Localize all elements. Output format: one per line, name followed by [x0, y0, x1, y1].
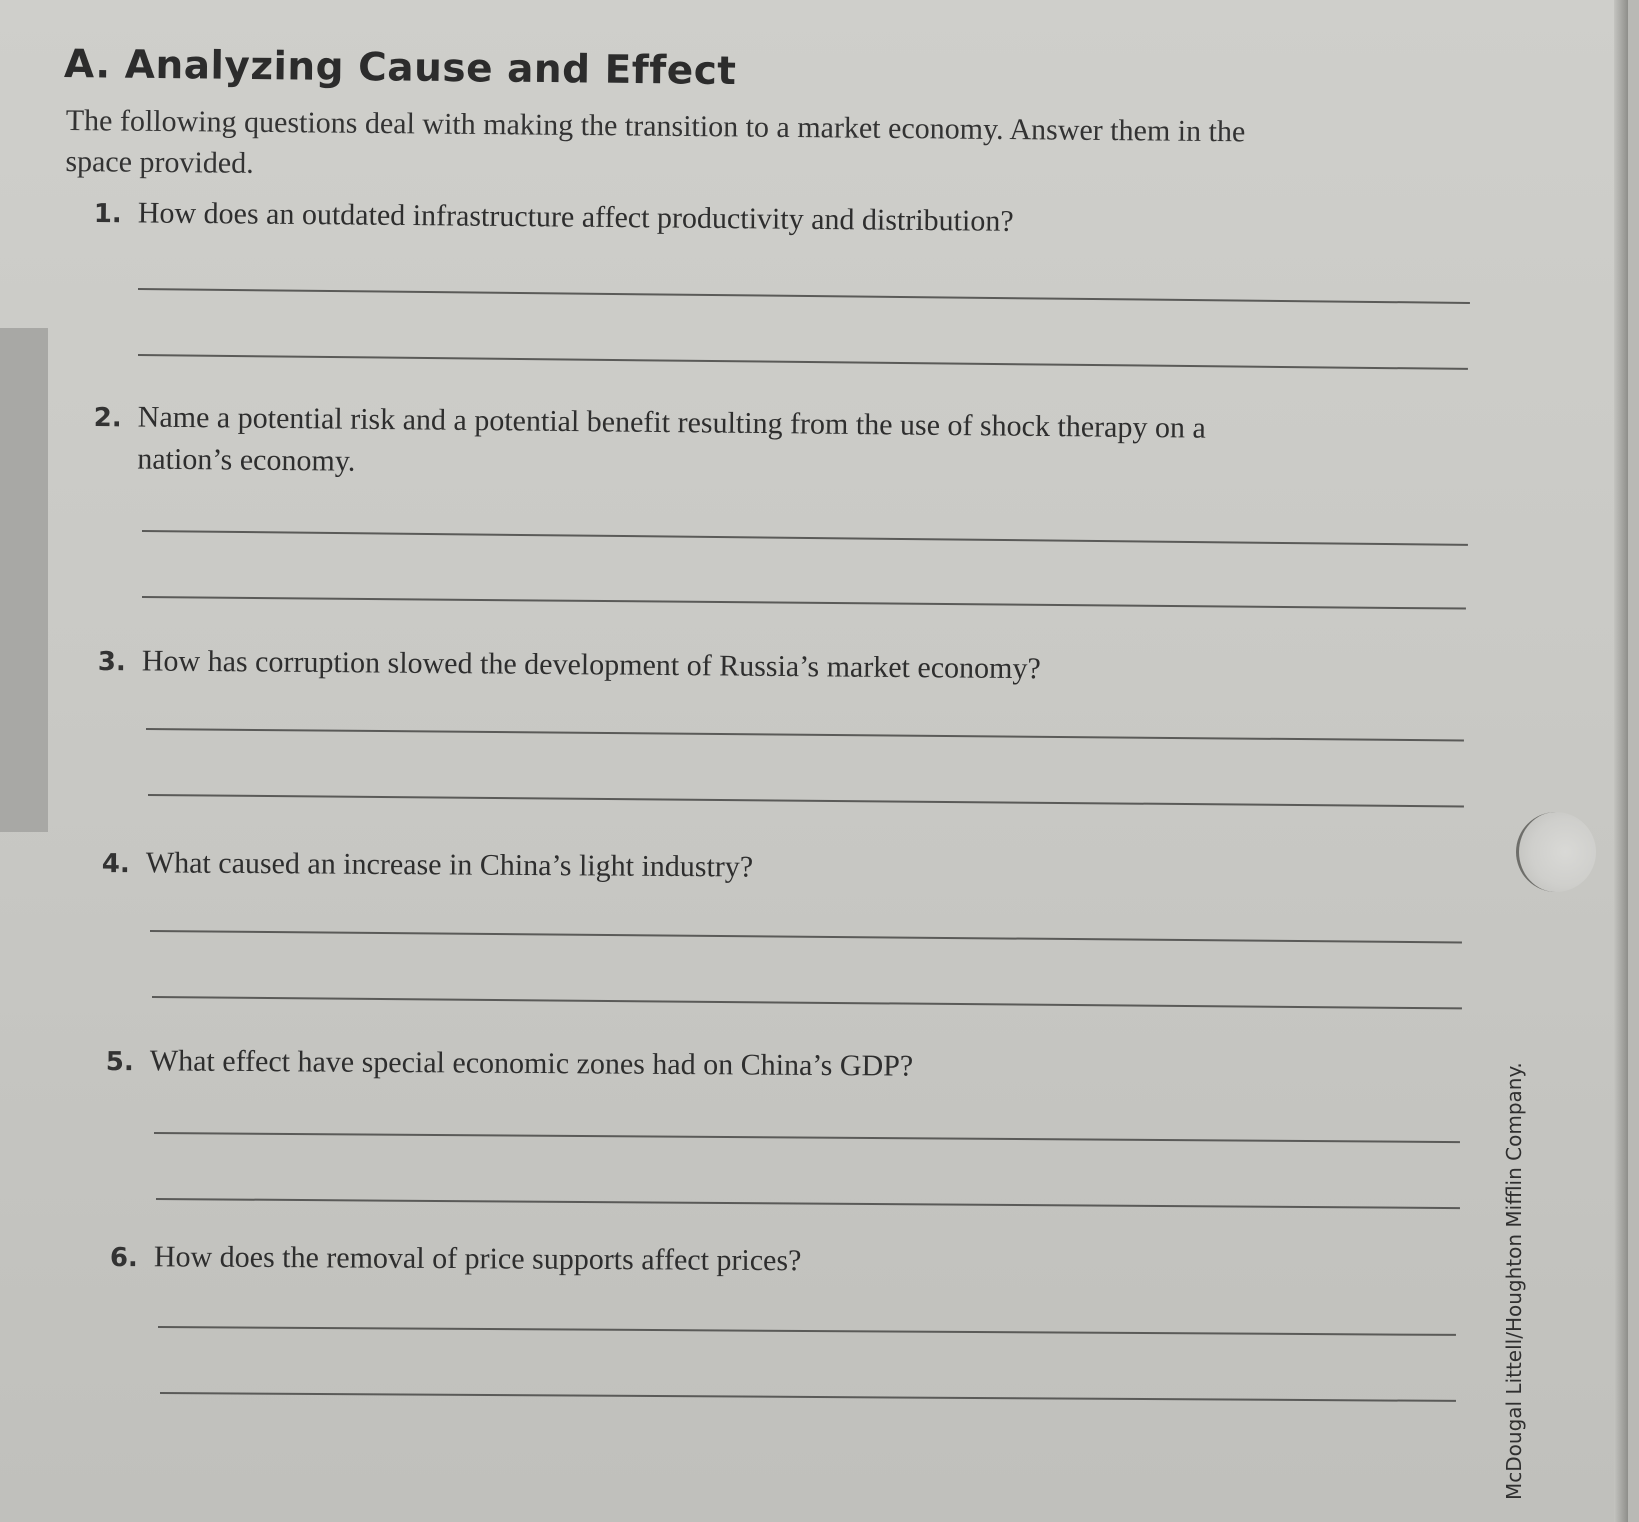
question-text: How does an outdated infrastructure affect productivity and distribution?: [137, 196, 1014, 238]
question-text: How has corruption slowed the development of Russia’s market economy?: [141, 644, 1041, 686]
answer-line-2b[interactable]: [142, 596, 1466, 610]
question-number: 4.: [101, 848, 130, 880]
answer-line-4a[interactable]: [150, 930, 1462, 943]
answer-line-3a[interactable]: [146, 728, 1464, 742]
question-text: What effect have special economic zones had on China’s GDP?: [149, 1044, 914, 1083]
question-5: [106, 1040, 1426, 1091]
question-4: [102, 842, 1422, 893]
question-number: 6.: [109, 1242, 138, 1274]
question-number: 2.: [93, 402, 122, 434]
answer-line-1b[interactable]: [138, 354, 1468, 370]
section-heading: A. Analyzing Cause and Effect: [63, 42, 737, 95]
answer-line-1a[interactable]: [138, 288, 1470, 304]
question-3: [98, 640, 1418, 694]
answer-line-6a[interactable]: [158, 1326, 1456, 1336]
binding-shadow: [0, 328, 48, 832]
answer-line-2a[interactable]: [142, 530, 1468, 546]
answer-line-6b[interactable]: [160, 1392, 1456, 1402]
answer-line-4b[interactable]: [152, 996, 1462, 1009]
question-text: What caused an increase in China’s light industry?: [145, 846, 754, 884]
punch-hole: [1516, 812, 1596, 892]
copyright-notice: McDougal Littell/Houghton Mifflin Company.: [1502, 1062, 1526, 1500]
question-number: 3.: [97, 646, 126, 678]
question-number: 5.: [105, 1046, 134, 1078]
question-number: 1.: [93, 198, 122, 230]
question-6: [110, 1236, 1430, 1286]
page-edge: [1614, 0, 1628, 1522]
section-instructions: The following questions deal with making the transition to a market economy. Answer them in the space provided.: [65, 103, 1246, 180]
answer-line-5a[interactable]: [154, 1132, 1460, 1143]
question-1: [94, 192, 1414, 247]
question-text: How does the removal of price supports affect prices?: [153, 1240, 802, 1278]
question-2: [93, 396, 1414, 494]
answer-line-3b[interactable]: [148, 794, 1464, 807]
question-text: Name a potential risk and a potential benefit resulting from the use of shock therapy on a nation’s economy.: [137, 400, 1206, 478]
answer-line-5b[interactable]: [156, 1198, 1460, 1209]
